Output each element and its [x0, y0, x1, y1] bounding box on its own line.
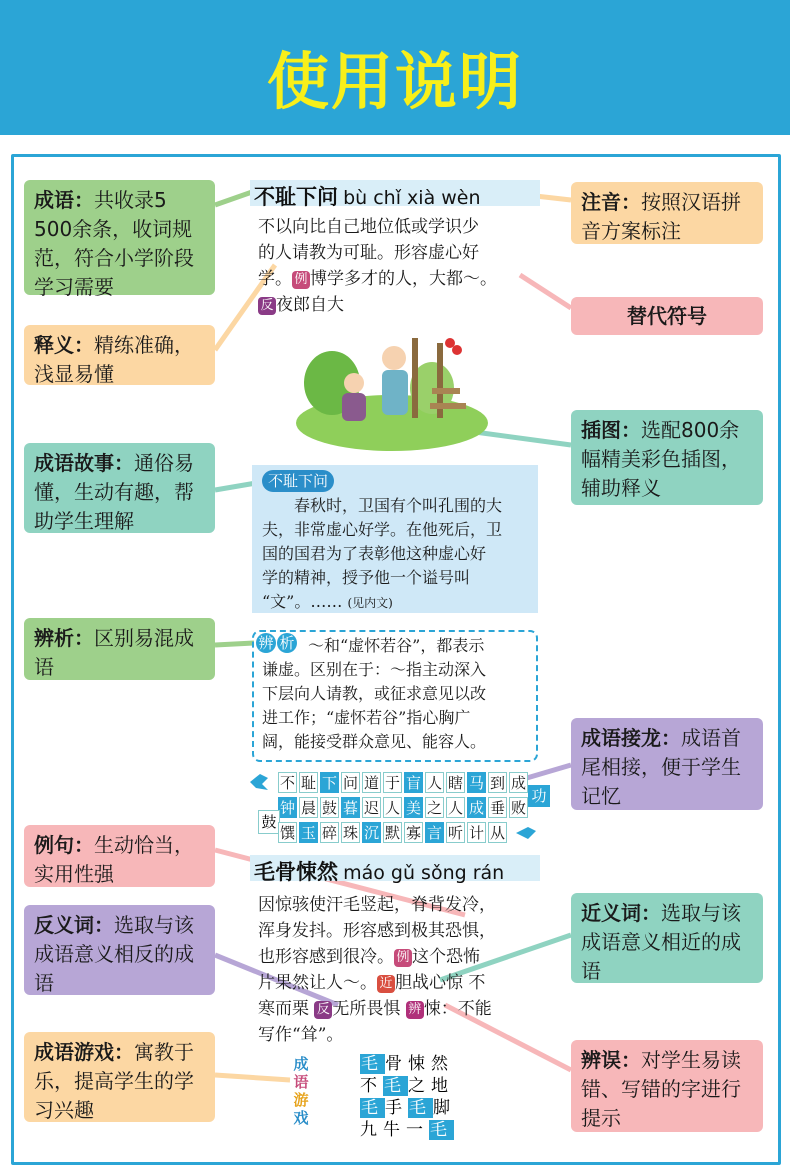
- chain-char: 败: [510, 799, 526, 817]
- chain-char: 玉: [300, 824, 316, 842]
- game-char: 不: [360, 1076, 383, 1096]
- chain-char: 默: [384, 824, 400, 842]
- game-row: [360, 1075, 456, 1097]
- chain-char: 于: [384, 774, 400, 792]
- chain-char: 钟: [279, 799, 295, 817]
- story-tag: 不耻下问: [262, 470, 334, 492]
- dragon-head-icon: [248, 772, 270, 792]
- game-grid: [360, 1053, 456, 1141]
- chain-char: 暮: [342, 799, 358, 817]
- page-title: 使用说明: [266, 45, 523, 118]
- chain-char: 鼓: [321, 799, 337, 817]
- chain-char: 珠: [342, 824, 358, 842]
- entry2-heading: [254, 856, 504, 886]
- chain-char: 下: [321, 774, 337, 792]
- illustration-image: [292, 328, 492, 453]
- chain-char: 馔: [279, 824, 295, 842]
- chain-char: 道: [363, 774, 379, 792]
- idiom2-pinyin: máo gǔ sǒng rán: [343, 862, 505, 884]
- antonym-mark-icon: 反: [314, 1001, 332, 1019]
- chain-char: 言: [426, 824, 442, 842]
- chain-char: 问: [342, 774, 358, 792]
- game-char: 之: [408, 1076, 431, 1096]
- game-char: 毛: [384, 1076, 407, 1096]
- idiom-pinyin: bù chǐ xià wèn: [343, 187, 481, 209]
- callout-chengyu: 成语：共收录5 500余条，收词规范，符合小学阶段学习需要: [24, 180, 215, 295]
- example-mark-icon: 例: [394, 949, 412, 967]
- chain-char: 人: [384, 799, 400, 817]
- story-text: 春秋时，卫国有个叫孔围的大 夫，非常虚心好学。在他死后，卫 国的国君为了表彰他这种虚心好 学的精神，授予他一个谥号叫 “文”。…… (见内文): [262, 496, 503, 611]
- dragon-tail-icon: [514, 825, 538, 841]
- chain-char: 沉: [363, 824, 379, 842]
- idiom-title: 不耻下问: [254, 185, 338, 209]
- chain-char: 盲: [405, 774, 421, 792]
- callout-chatu: 插图：选配800余幅精美彩色插图，辅助释义: [571, 410, 763, 505]
- chain-char: 之: [426, 799, 442, 817]
- callout-gushi: 成语故事：通俗易懂，生动有趣，帮助学生理解: [24, 443, 215, 533]
- game-char: 毛: [409, 1098, 432, 1118]
- chain-char: 人: [447, 799, 463, 817]
- chain-tail-char: 功: [528, 785, 550, 807]
- callout-fanyi: 反义词：选取与该成语意义相反的成语: [24, 905, 215, 995]
- bianxi-text: ～和“虚怀若谷”，都表示 谦虚。区别在于：～指主动深入 下层向人请教，或征求意见以改 进工作；“虚怀若谷”指心胸广 阔，能接受群众意见、能容人。: [262, 636, 487, 751]
- chain-char: 垂: [489, 799, 505, 817]
- chain-char: 从: [489, 824, 505, 842]
- chain-row-3: [278, 822, 509, 843]
- game-char: 毛: [430, 1120, 453, 1140]
- chain-char: 美: [405, 799, 421, 817]
- callout-liju: 例句：生动恰当，实用性强: [24, 825, 215, 887]
- game-char: 手: [385, 1098, 408, 1118]
- chain-char: 碎: [321, 824, 337, 842]
- antonym-mark-icon: 反: [258, 297, 276, 315]
- bianwu-mark-icon: 辨: [406, 1001, 424, 1019]
- callout-bianxi: 辨析：区别易混成语: [24, 618, 215, 680]
- game-char: 脚: [433, 1098, 456, 1118]
- chain-char: 到: [489, 774, 505, 792]
- callout-jielong: 成语接龙：成语首尾相接，便于学生记忆: [571, 718, 763, 810]
- chain-char: 寡: [405, 824, 421, 842]
- game-char: 毛: [361, 1054, 384, 1074]
- example-mark-icon: 例: [292, 271, 310, 289]
- callout-shiyi: 释义：精练准确，浅显易懂: [24, 325, 215, 385]
- chain-char: 晨: [300, 799, 316, 817]
- entry-heading: [254, 181, 481, 211]
- callout-bianwu: 辨误：对学生易读错、写错的字进行提示: [571, 1040, 763, 1132]
- chain-char: 迟: [363, 799, 379, 817]
- game-label: 成 语 游 戏: [293, 1055, 309, 1127]
- chain-head-char: 鼓: [258, 810, 280, 834]
- chain-row-2: [278, 797, 530, 818]
- chain-char: 成: [510, 774, 526, 792]
- entry-definition: 不以向比自己地位低或学识少 的人请教为可耻。形容虚心好 学。 例 博学多才的人，大都～。 反 夜郎自大: [258, 217, 497, 315]
- game-char: 骨: [385, 1054, 408, 1074]
- entry2-definition: 因惊骇使汗毛竖起，脊背发冷， 浑身发抖。形容感到极其恐惧， 也形容感到很冷。 例 这个恐怖 片果然让人～。 近 胆战心惊 不 寒而栗 反 无所畏惧 辨 悚：不能 写作“耸”。: [258, 895, 496, 1045]
- chain-char: 马: [468, 774, 484, 792]
- chain-char: 人: [426, 774, 442, 792]
- game-char: 然: [431, 1054, 454, 1074]
- callout-jinyi: 近义词：选取与该成语意义相近的成语: [571, 893, 763, 983]
- game-char: 牛: [383, 1120, 406, 1140]
- callout-youxi: 成语游戏：寓教于乐，提高学生的学习兴趣: [24, 1032, 215, 1122]
- game-char: 地: [431, 1076, 454, 1096]
- callout-tidai: 替代符号: [571, 297, 763, 335]
- game-char: 毛: [361, 1098, 384, 1118]
- game-row: [360, 1053, 456, 1075]
- callout-zhuyin: 注音：按照汉语拼音方案标注: [571, 182, 763, 244]
- chain-char: 瞎: [447, 774, 463, 792]
- game-char: 悚: [408, 1054, 431, 1074]
- idiom2-title: 毛骨悚然: [254, 860, 338, 884]
- synonym-mark-icon: 近: [377, 975, 395, 993]
- game-char: 一: [406, 1120, 429, 1140]
- chain-char: 听: [447, 824, 463, 842]
- chain-char: 不: [279, 774, 295, 792]
- game-row: [360, 1119, 456, 1141]
- game-row: [360, 1097, 456, 1119]
- chain-char: 耻: [300, 774, 316, 792]
- chain-row-1: [278, 772, 530, 793]
- chain-char: 成: [468, 799, 484, 817]
- game-char: 九: [360, 1120, 383, 1140]
- chain-char: 计: [468, 824, 484, 842]
- bianxi-tag: 辨 析: [256, 633, 298, 653]
